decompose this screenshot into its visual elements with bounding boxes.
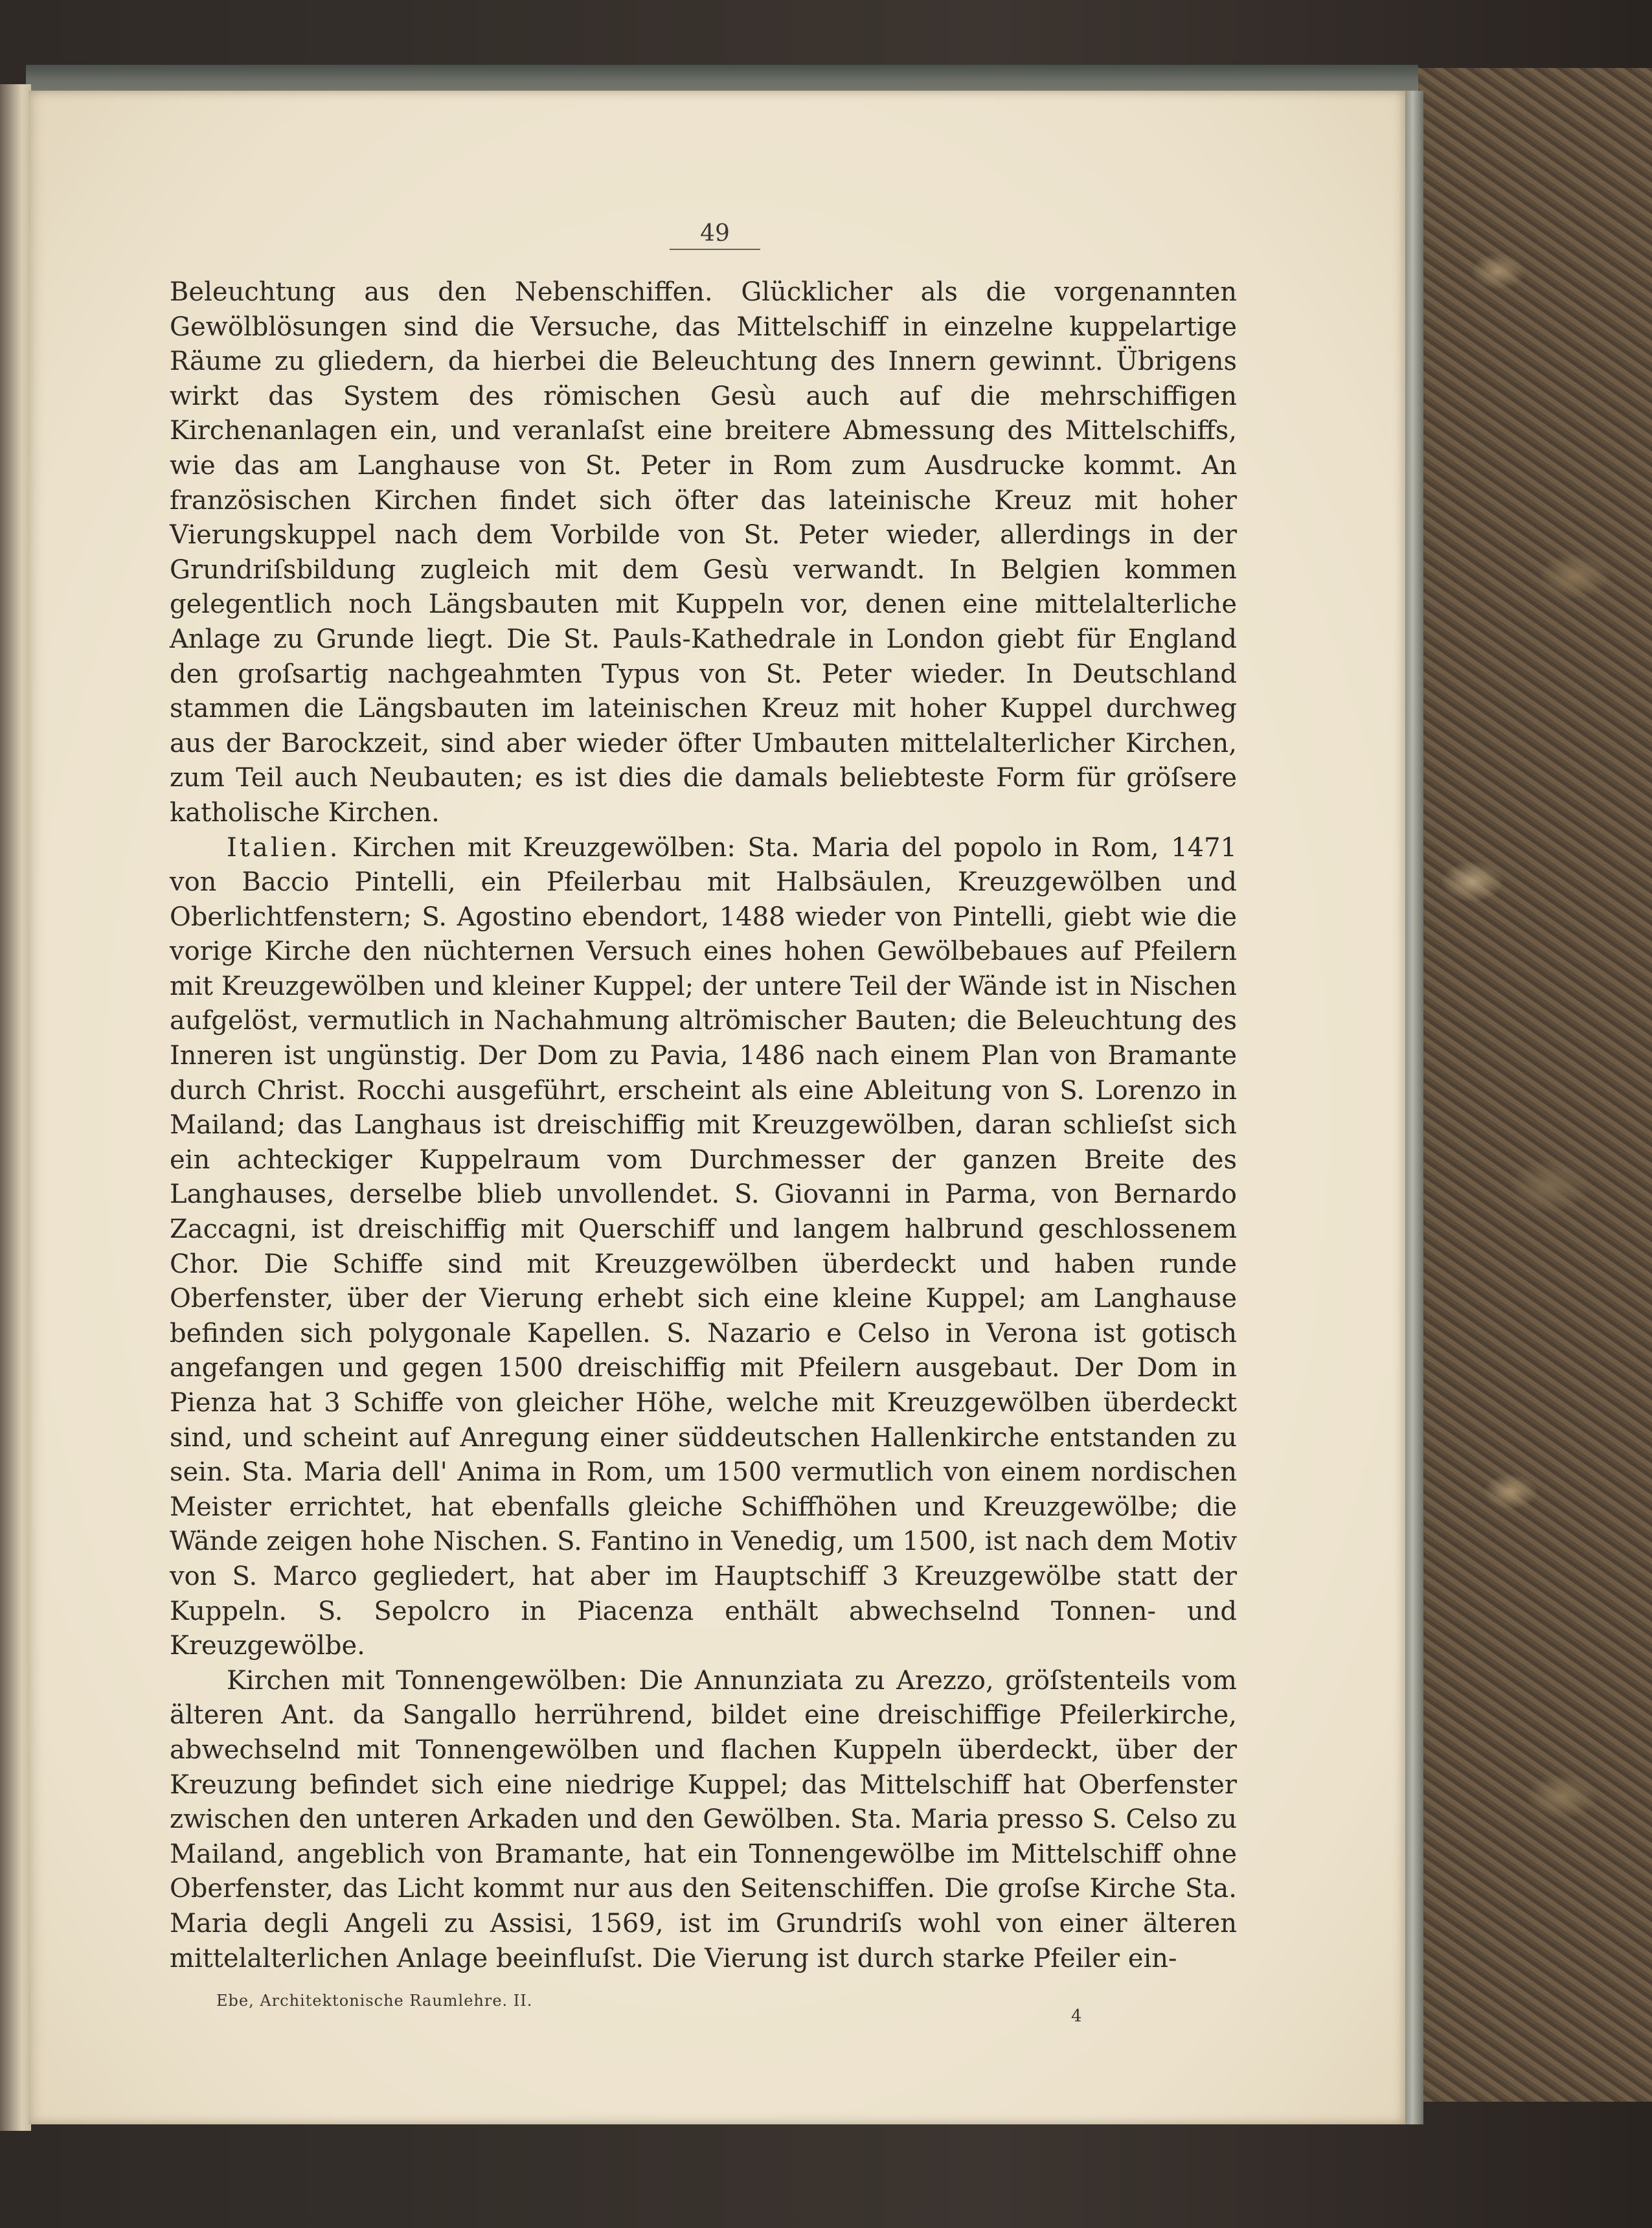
page-number-rule <box>670 249 760 250</box>
footer-signature: Ebe, Architektonische Raumlehre. II. <box>216 1992 533 2010</box>
paragraph-text: Beleuchtung aus den Nebenschiffen. Glücklicher als die vorgenannten Gewölblösungen sind die Versuche, das Mittelschiff in einzelne kuppelartige Räume zu gliedern, da hierbei die Beleuchtung des Innern gewinnt. Übrigens wirkt das System des römischen Gesù auch auf die mehrschiffigen Kirchenanlagen ein, und veranlaſst eine breitere Abmessung des Mittelschiffs, wie das am Langhause von St. Peter in Rom zum Ausdrucke kommt. An französischen Kirchen findet sich öfter das lateinische Kreuz mit hoher Vierungskuppel nach dem Vorbilde von St. Peter wieder, allerdings in der Grundriſsbildung zugleich mit dem Gesù verwandt. In Belgien kommen gelegentlich noch Längsbauten mit Kuppeln vor, denen eine mittelalterliche Anlage zu Grunde liegt. Die St. Pauls-Kathedrale in London giebt für England den groſsartig nachgeahmten Typus von St. Peter wieder. In Deutschland stammen die Längsbauten im lateinischen Kreuz mit hoher Kuppel durchweg aus der Barockzeit, sind aber wieder öfter Umbauten mittelalterlicher Kirchen, zum Teil auch Neubauten; es ist dies die damals beliebteste Form für gröſsere katholische Kirchen. <box>170 277 1237 828</box>
paragraph-text: Kirchen mit Tonnengewölben: Die Annunziata zu Arezzo, gröſstenteils vom älteren Ant. da Sangallo herrührend, bildet eine dreischiffige Pfeilerkirche, abwechselnd mit Tonnengewölben und flachen Kuppeln überdeckt, über der Kreuzung befindet sich eine niedrige Kuppel; das Mittelschiff hat Oberfenster zwischen den unteren Arkaden und den Gewölben. Sta. Maria presso S. Celso zu Mailand, angeblich von Bramante, hat ein Tonnengewölbe im Mittelschiff ohne Oberfenster, das Licht kommt nur aus den Seitenschiffen. Die groſse Kirche Sta. Maria degli Angeli zu Assisi, 1569, ist im Grundriſs wohl von einer älteren mittelalterlichen Anlage beeinfluſst. Die Vierung ist durch starke Pfeiler ein- <box>170 1665 1237 1973</box>
book-page <box>28 91 1405 2124</box>
footer-sheet-number: 4 <box>1071 2006 1082 2026</box>
body-text <box>170 275 1237 1976</box>
marbled-endpaper <box>1396 68 1652 2102</box>
paragraph-1 <box>170 275 1237 831</box>
section-lead-italien: Italien. <box>227 832 341 863</box>
previous-page-edge <box>0 84 31 2131</box>
page-number: 49 <box>700 220 730 247</box>
paragraph-2 <box>170 831 1237 1664</box>
paragraph-3 <box>170 1664 1237 1976</box>
book-cover-edge <box>1405 91 1423 2124</box>
paragraph-text: Kirchen mit Kreuzgewölben: Sta. Maria del popolo in Rom, 1471 von Baccio Pintelli, ein Pfeilerbau mit Halbsäulen, Kreuzgewölben und Oberlichtfenstern; S. Agostino ebendort, 1488 wieder von Pintelli, giebt wie die vorige Kirche den nüchternen Versuch eines hohen Gewölbebaues auf Pfeilern mit Kreuzgewölben und kleiner Kuppel; der untere Teil der Wände ist in Nischen aufgelöst, vermutlich in Nachahmung altrömischer Bauten; die Beleuchtung des Inneren ist ungünstig. Der Dom zu Pavia, 1486 nach einem Plan von Bramante durch Christ. Rocchi ausgeführt, erscheint als eine Ableitung von S. Lorenzo in Mailand; das Langhaus ist dreischiffig mit Kreuzgewölben, daran schlieſst sich ein achteckiger Kuppelraum vom Durchmesser der ganzen Breite des Langhauses, derselbe blieb unvollendet. S. Giovanni in Parma, von Bernardo Zaccagni, ist dreischiffig mit Querschiff und langem halbrund geschlossenem Chor. Die Schiffe sind mit Kreuzgewölben überdeckt und haben runde Oberfenster, über der Vierung erhebt sich eine kleine Kuppel; am Langhause befinden sich polygonale Kapellen. S. Nazario e Celso in Verona ist gotisch angefangen und gegen 1500 dreischiffig mit Pfeilern ausgebaut. Der Dom in Pienza hat 3 Schiffe von gleicher Höhe, welche mit Kreuzgewölben überdeckt sind, und scheint auf Anregung einer süddeutschen Hallenkirche entstanden zu sein. Sta. Maria dell' Anima in Rom, um 1500 vermutlich von einem nordischen Meister errichtet, hat ebenfalls gleiche Schiffhöhen und Kreuzgewölbe; die Wände zeigen hohe Nischen. S. Fantino in Venedig, um 1500, ist nach dem Motiv von S. Marco gegliedert, hat aber im Hauptschiff 3 Kreuzgewölbe statt der Kuppeln. S. Sepolcro in Piacenza enthält abwechselnd Tonnen- und Kreuzgewölbe. <box>170 832 1237 1661</box>
